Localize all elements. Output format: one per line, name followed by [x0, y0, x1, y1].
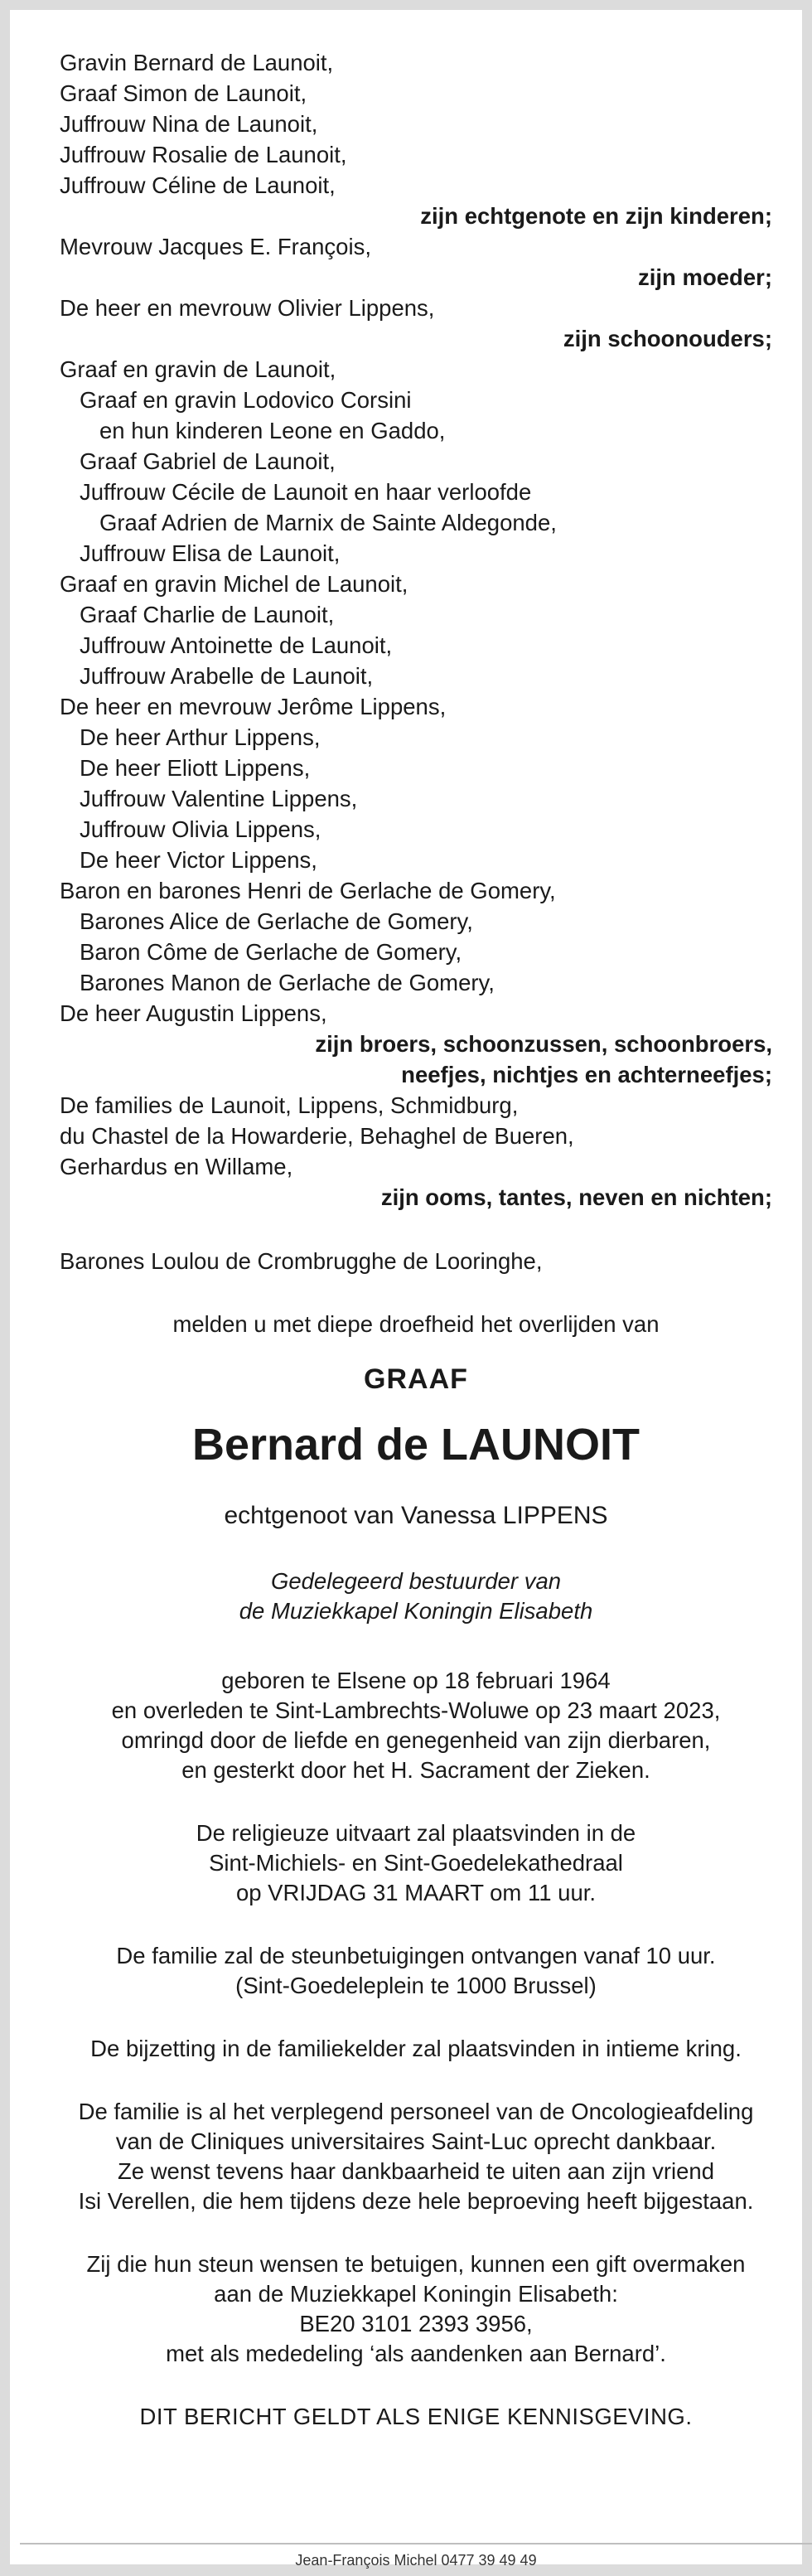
family-line: Barones Alice de Gerlache de Gomery, — [80, 908, 473, 934]
family-line: De heer en mevrouw Olivier Lippens, — [60, 295, 435, 321]
obituary-page — [10, 10, 802, 2569]
family-line: De heer Eliott Lippens, — [80, 755, 311, 781]
family-line: Barones Manon de Gerlache de Gomery, — [80, 970, 495, 995]
family-line: Juffrouw Cécile de Launoit en haar verloofde — [80, 479, 532, 505]
funeral-line: Sint-Michiels- en Sint-Goedelekathedraal — [209, 1850, 623, 1876]
relation-label: neefjes, nichtjes en achterneefjes; — [401, 1062, 772, 1087]
relation-label: zijn schoonouders; — [563, 326, 772, 351]
family-line: Graaf Charlie de Launoit, — [80, 602, 335, 627]
spouse-line: echtgenoot van Vanessa LIPPENS — [224, 1502, 608, 1529]
gift-line: BE20 3101 2393 3956, — [299, 2311, 533, 2336]
family-line: Graaf en gravin de Launoit, — [60, 356, 336, 382]
family-line: Juffrouw Rosalie de Launoit, — [60, 142, 347, 167]
family-line: Juffrouw Arabelle de Launoit, — [80, 663, 374, 689]
funeral-line: op VRIJDAG 31 MAART om 11 uur. — [235, 1880, 597, 1905]
family-line: Baron Côme de Gerlache de Gomery, — [80, 939, 462, 965]
family-line: Juffrouw Céline de Launoit, — [60, 172, 336, 198]
family-line: Graaf Simon de Launoit, — [60, 80, 307, 106]
family-line: Barones Loulou de Crombrugghe de Looringhe, — [60, 1248, 543, 1274]
family-line: Graaf Gabriel de Launoit, — [80, 448, 336, 474]
family-line: De families de Launoit, Lippens, Schmidburg, — [60, 1092, 519, 1118]
funeral-line: De religieuze uitvaart zal plaatsvinden in de — [196, 1820, 636, 1846]
family-line: Gravin Bernard de Launoit, — [60, 50, 334, 75]
family-line: De heer Victor Lippens, — [80, 847, 317, 873]
announcement: melden u met diepe droefheid het overlijden van — [172, 1311, 660, 1337]
thanks-line: De familie is al het verplegend personeel van de Oncologieafdeling — [78, 2099, 754, 2124]
position-line: de Muziekkapel Koningin Elisabeth — [239, 1598, 593, 1624]
noble-title: GRAAF — [364, 1363, 468, 1395]
gift-line: Zij die hun steun wensen te betuigen, kunnen een gift overmaken — [86, 2251, 746, 2277]
condolence-line: De familie zal de steunbetuigingen ontvangen vanaf 10 uur. — [116, 1943, 716, 1968]
family-line: Gerhardus en Willame, — [60, 1154, 293, 1179]
relation-label: zijn moeder; — [638, 264, 772, 290]
family-line: Juffrouw Valentine Lippens, — [80, 786, 358, 811]
family-line: Graaf en gravin Michel de Launoit, — [60, 571, 408, 597]
gift-line: aan de Muziekkapel Koningin Elisabeth: — [214, 2281, 618, 2307]
burial-line: De bijzetting in de familiekelder zal plaatsvinden in intieme kring. — [90, 2036, 742, 2061]
life-line: en overleden te Sint-Lambrechts-Woluwe op 23 maart 2023, — [111, 1697, 721, 1723]
family-line: Mevrouw Jacques E. François, — [60, 234, 371, 259]
relation-label: zijn broers, schoonzussen, schoonbroers, — [315, 1031, 772, 1057]
family-line: Juffrouw Antoinette de Launoit, — [80, 632, 393, 658]
family-line: Juffrouw Nina de Launoit, — [60, 111, 318, 137]
notice-line: DIT BERICHT GELDT ALS ENIGE KENNISGEVING. — [139, 2404, 693, 2429]
family-line: De heer en mevrouw Jerôme Lippens, — [60, 694, 447, 719]
family-line: Graaf en gravin Lodovico Corsini — [80, 387, 412, 413]
footer-credit: Jean-François Michel 0477 39 49 49 — [20, 2543, 812, 2576]
family-line: du Chastel de la Howarderie, Behaghel de Bueren, — [60, 1123, 574, 1149]
deceased-name: Bernard de LAUNOIT — [191, 1420, 640, 1470]
family-line: en hun kinderen Leone en Gaddo, — [99, 418, 446, 443]
thanks-line: Isi Verellen, die hem tijdens deze hele beproeving heeft bijgestaan. — [78, 2188, 754, 2214]
relation-label: zijn ooms, tantes, neven en nichten; — [380, 1184, 772, 1210]
family-line: Baron en barones Henri de Gerlache de Gomery, — [60, 878, 556, 903]
family-line: De heer Arthur Lippens, — [80, 724, 321, 750]
position-line: Gedelegeerd bestuurder van — [270, 1568, 562, 1594]
life-line: geboren te Elsene op 18 februari 1964 — [221, 1668, 611, 1693]
obituary-content — [60, 47, 772, 2432]
condolence-line: (Sint-Goedeleplein te 1000 Brussel) — [235, 1973, 597, 1998]
thanks-line: Ze wenst tevens haar dankbaarheid te uiten aan zijn vriend — [117, 2158, 715, 2184]
family-line: Juffrouw Olivia Lippens, — [80, 816, 321, 842]
family-line: Juffrouw Elisa de Launoit, — [80, 540, 341, 566]
gift-line: met als mededeling ‘als aandenken aan Bernard’. — [166, 2341, 666, 2366]
thanks-line: van de Cliniques universitaires Saint-Luc oprecht dankbaar. — [115, 2128, 717, 2154]
life-line: omringd door de liefde en genegenheid van zijn dierbaren, — [121, 1727, 711, 1753]
family-line: De heer Augustin Lippens, — [60, 1000, 327, 1026]
relation-label: zijn echtgenote en zijn kinderen; — [420, 203, 772, 229]
family-line: Graaf Adrien de Marnix de Sainte Aldegonde, — [99, 510, 557, 535]
life-line: en gesterkt door het H. Sacrament der Zieken. — [181, 1757, 650, 1783]
